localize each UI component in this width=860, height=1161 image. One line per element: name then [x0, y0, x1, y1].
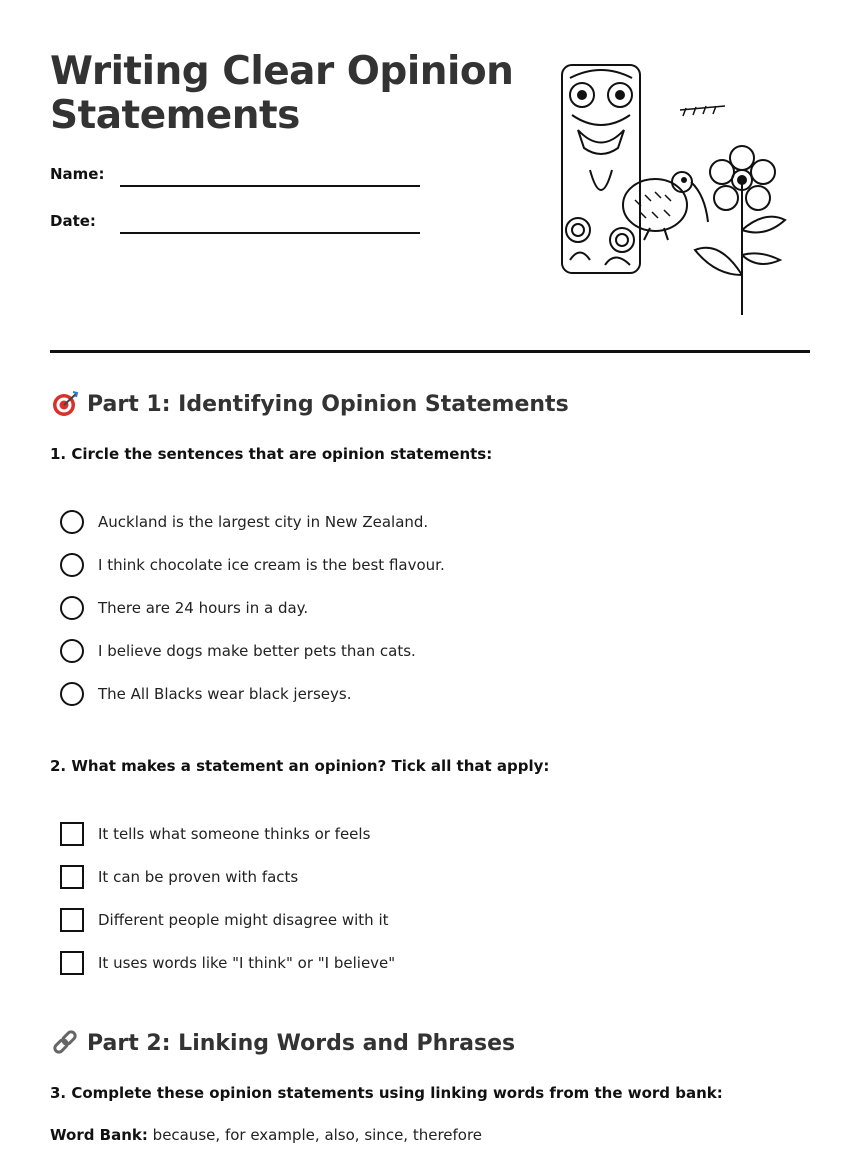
link-icon: [50, 1028, 80, 1058]
q1-option[interactable]: [60, 552, 445, 578]
q1-option[interactable]: [60, 509, 428, 535]
header-divider: [50, 350, 810, 353]
date-line[interactable]: [120, 232, 420, 234]
question-3: 3. Complete these opinion statements using linking words from the word bank:: [50, 1084, 723, 1102]
option-text: I think chocolate ice cream is the best flavour.: [98, 556, 445, 574]
checkbox[interactable]: [60, 822, 84, 846]
circle-marker[interactable]: [60, 596, 84, 620]
date-label: Date:: [50, 212, 96, 230]
checkbox[interactable]: [60, 908, 84, 932]
q1-option[interactable]: [60, 638, 416, 664]
q2-option[interactable]: [60, 864, 298, 890]
question-2: 2. What makes a statement an opinion? Tick all that apply:: [50, 757, 550, 775]
word-bank-label: Word Bank:: [50, 1126, 148, 1144]
part2-title: [50, 1028, 515, 1058]
option-text: It tells what someone thinks or feels: [98, 825, 371, 843]
word-bank-words: because, for example, also, since, therefore: [152, 1126, 483, 1144]
part1-title: [50, 389, 569, 419]
option-text: Auckland is the largest city in New Zealand.: [98, 513, 429, 531]
q2-option[interactable]: [60, 907, 389, 933]
part2-title-text: Part 2: Linking Words and Phrases: [87, 1030, 516, 1056]
q1-option[interactable]: [60, 681, 351, 707]
word-bank: [50, 1126, 482, 1144]
part1-title-text: Part 1: Identifying Opinion Statements: [87, 391, 569, 417]
circle-marker[interactable]: [60, 639, 84, 663]
q2-option[interactable]: [60, 950, 395, 976]
name-line[interactable]: [120, 185, 420, 187]
worksheet-header: [50, 50, 810, 352]
target-icon: [50, 389, 80, 419]
question-1: 1. Circle the sentences that are opinion statements:: [50, 445, 493, 463]
option-text: The All Blacks wear black jerseys.: [98, 685, 352, 703]
option-text: It can be proven with facts: [98, 868, 299, 886]
circle-marker[interactable]: [60, 682, 84, 706]
date-field: [50, 212, 450, 242]
option-text: Different people might disagree with it: [98, 911, 389, 929]
circle-marker[interactable]: [60, 553, 84, 577]
option-text: It uses words like "I think" or "I believe": [98, 954, 396, 972]
q1-option[interactable]: [60, 595, 308, 621]
worksheet-title: Writing Clear Opinion Statements: [50, 49, 514, 138]
option-text: There are 24 hours in a day.: [98, 599, 309, 617]
circle-marker[interactable]: [60, 510, 84, 534]
option-text: I believe dogs make better pets than cats.: [98, 642, 416, 660]
checkbox[interactable]: [60, 865, 84, 889]
q2-option[interactable]: [60, 821, 370, 847]
name-field: [50, 165, 450, 195]
checkbox[interactable]: [60, 951, 84, 975]
tiki-kiwi-flower-illustration: [560, 60, 790, 318]
name-label: Name:: [50, 165, 105, 183]
